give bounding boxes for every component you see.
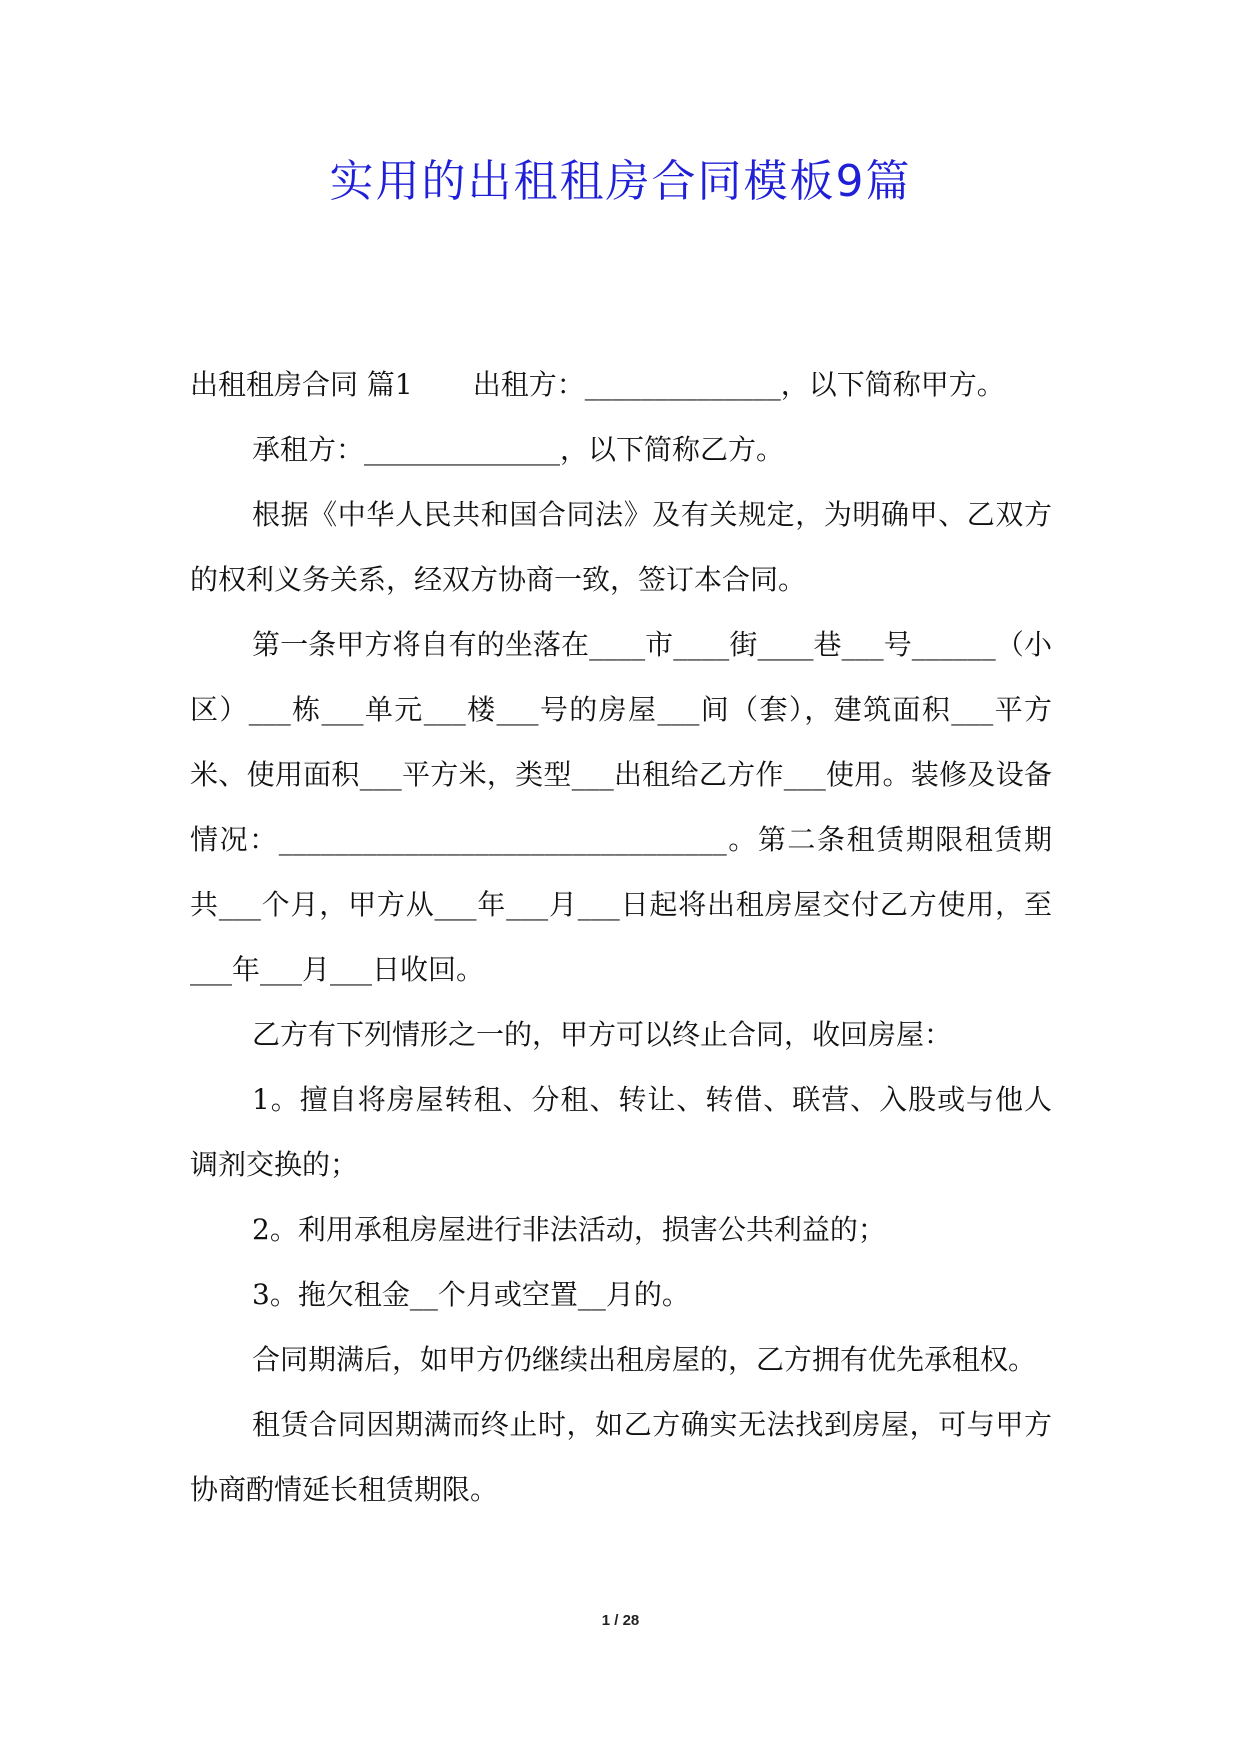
paragraph-termination-intro: 乙方有下列情形之一的，甲方可以终止合同，收回房屋：: [252, 1018, 953, 1051]
lessee-line: 承租方：______________，以下简称乙方。: [252, 433, 785, 466]
list-item-3: 3。拖欠租金__个月或空置__月的。: [252, 1278, 690, 1311]
paragraph-extension: 租赁合同因期满而终止时，如乙方确实无法找到房屋，可与甲方协商酌情延长租赁期限。: [190, 1408, 1052, 1506]
document-body: [190, 352, 1052, 1522]
document-title: 实用的出租租房合同模板9篇: [329, 156, 912, 207]
list-item-1: 1。擅自将房屋转租、分租、转让、转借、联营、入股或与他人调剂交换的；: [190, 1083, 1052, 1181]
section-heading: 出租租房合同 篇1: [190, 368, 413, 401]
paragraph-article-1-2: 第一条甲方将自有的坐落在____市____街____巷___号______（小区）___栋___单元___楼___号的房屋___间（套），建筑面积___平方米、使用面积___平方米，类型___出租给乙方作___使用。装修及设备情况：________________________________。第二条租赁期限租赁期共___个月，甲方从___年___月___日起将出租房屋交付乙方使用，至___年___月___日收回。: [190, 628, 1052, 986]
page-indicator: 1 / 28: [601, 1612, 640, 1629]
paragraph-basis: 根据《中华人民共和国合同法》及有关规定，为明确甲、乙双方的权利义务关系，经双方协商一致，签订本合同。: [190, 498, 1052, 596]
list-item-2: 2。利用承租房屋进行非法活动，损害公共利益的；: [252, 1213, 886, 1246]
first-line: [190, 352, 1052, 417]
paragraph-renewal-priority: 合同期满后，如甲方仍继续出租房屋的，乙方拥有优先承租权。: [252, 1343, 1037, 1376]
lessor-line: 出租方：______________，以下简称甲方。: [472, 368, 1005, 401]
